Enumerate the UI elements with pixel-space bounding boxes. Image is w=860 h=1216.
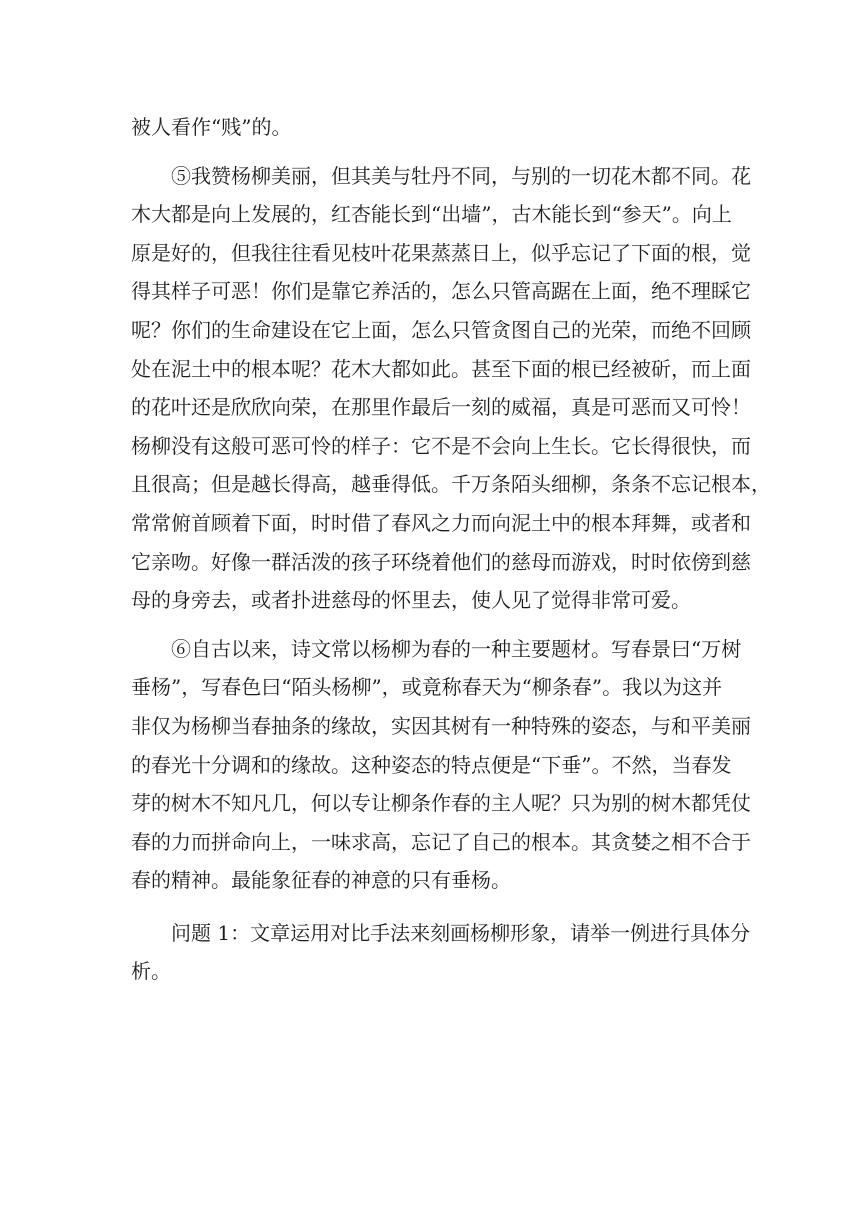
text-line: ⑤我赞杨柳美丽，但其美与牡丹不同，与别的一切花木都不同。花 xyxy=(171,163,751,188)
text-line: 非仅为杨柳当春抽条的缘故，实因其树有一种特殊的姿态，与和平美丽 xyxy=(131,713,751,738)
text-line: 它亲吻。好像一群活泼的孩子环绕着他们的慈母而游戏，时时依傍到慈 xyxy=(131,549,751,574)
document-body xyxy=(131,108,771,991)
text-line: 问题 1：文章运用对比手法来刻画杨柳形象，请举一例进行具体分 xyxy=(171,920,751,945)
text-line: 母的身旁去，或者扑进慈母的怀里去，使人见了觉得非常可爱。 xyxy=(131,588,691,613)
text-line: 原是好的，但我往往看见枝叶花果蒸蒸日上，似乎忘记了下面的根，觉 xyxy=(131,240,751,265)
text-line: ⑥自古以来，诗文常以杨柳为春的一种主要题材。写春景曰“万树 xyxy=(171,636,742,661)
text-line: 常常俯首顾着下面，时时借了春风之力而向泥土中的根本拜舞，或者和 xyxy=(131,510,751,535)
text-line: 木大都是向上发展的，红杏能长到“出墙”，古木能长到“参天”。向上 xyxy=(131,202,732,227)
text-line: 析。 xyxy=(131,959,171,984)
question-1 xyxy=(131,914,751,991)
text-line: 被人看作“贱”的。 xyxy=(131,115,292,139)
text-line: 且很高；但是越长得高，越垂得低。千万条陌头细柳，条条不忘记根本， xyxy=(131,472,771,497)
text-line: 春的精神。最能象征春的神意的只有垂杨。 xyxy=(131,868,511,893)
text-line: 杨柳没有这般可恶可怜的样子：它不是不会向上生长。它长得很快，而 xyxy=(131,433,751,458)
text-line: 春的力而拼命向上，一味求高，忘记了自己的根本。其贪婪之相不合于 xyxy=(131,829,751,854)
text-line: 的花叶还是欣欣向荣，在那里作最后一刻的威福，真是可恶而又可怜！ xyxy=(131,395,751,420)
paragraph-6 xyxy=(131,630,751,900)
text-line: 垂杨”，写春色曰“陌头杨柳”，或竟称春天为“柳条春”。我以为这并 xyxy=(131,675,723,700)
paragraph-5 xyxy=(131,157,771,620)
paragraph-tail xyxy=(131,108,731,147)
text-line: 呢？你们的生命建设在它上面，怎么只管贪图自己的光荣，而绝不回顾 xyxy=(131,317,751,342)
text-line: 芽的树木不知凡几，何以专让柳条作春的主人呢？只为别的树木都凭仗 xyxy=(131,791,751,816)
text-line: 的春光十分调和的缘故。这种姿态的特点便是“下垂”。不然，当春发 xyxy=(131,752,732,777)
text-line: 得其样子可恶！你们是靠它养活的，怎么只管高踞在上面，绝不理睬它 xyxy=(131,279,751,304)
text-line: 处在泥土中的根本呢？花木大都如此。甚至下面的根已经被斫，而上面 xyxy=(131,356,751,381)
